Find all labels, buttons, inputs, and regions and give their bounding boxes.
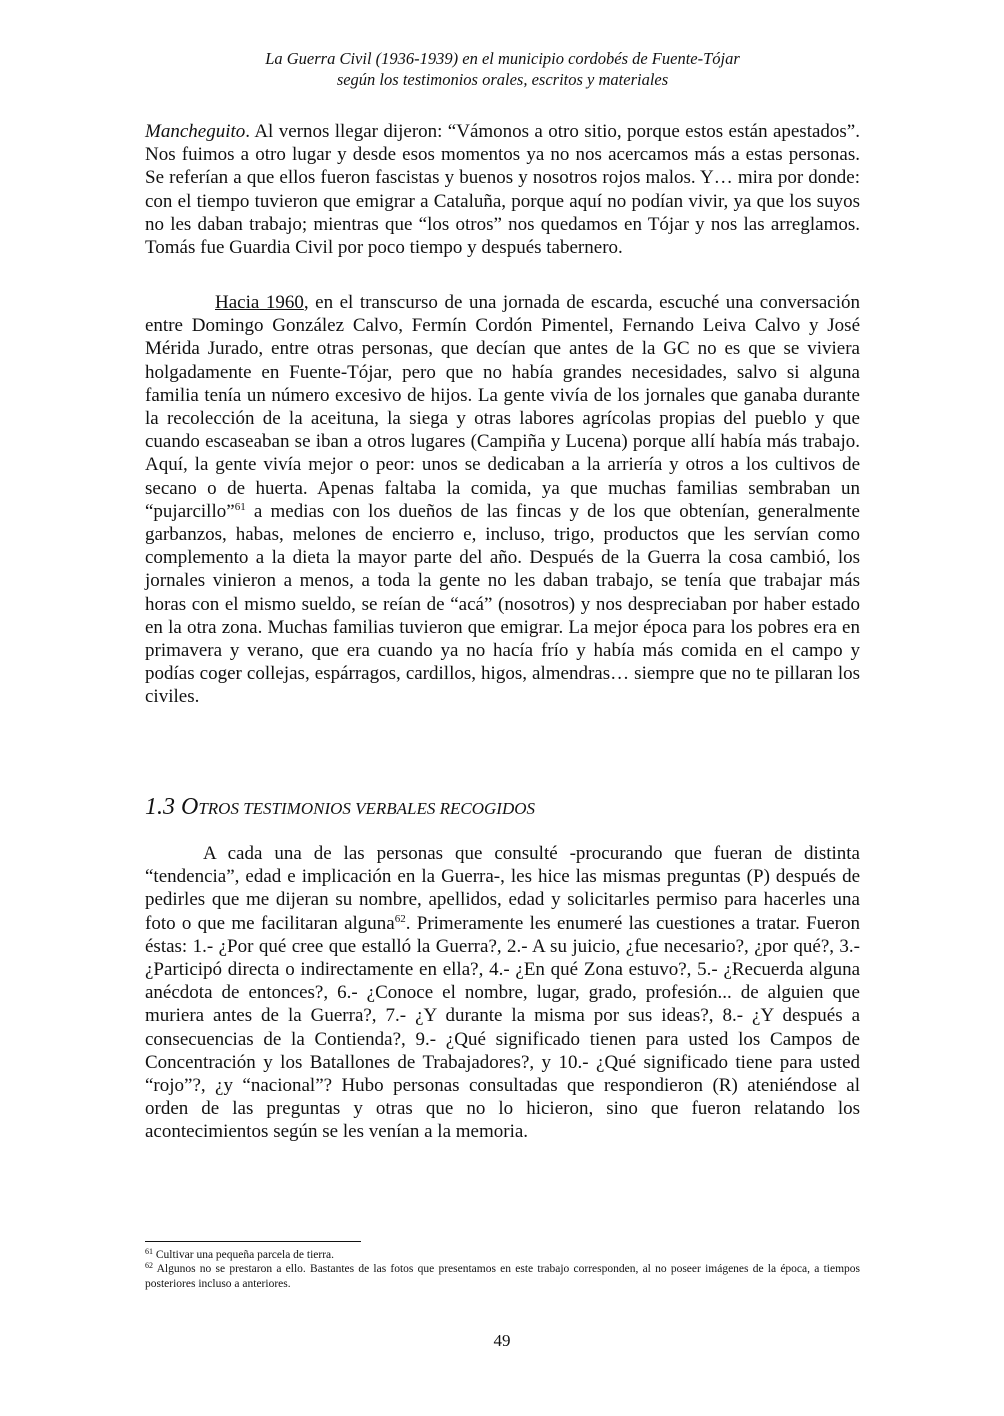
paragraph-3	[145, 842, 860, 1144]
section-heading	[145, 792, 535, 824]
section-title-initial: O	[181, 794, 199, 820]
footnote-62	[145, 1262, 860, 1291]
footnote-ref-62: 62	[394, 912, 406, 925]
paragraph-3-text-a: A cada una de las personas que consulté -procurando que fueran de distinta “tendencia”, edad e implicación en la Guerra-, les hice las mismas preguntas (P) después de pedirles que me dijeran su nombre, apellidos, edad y solicitarles permiso para hacerles una foto o que me facilitaran alguna	[145, 843, 860, 934]
page-number: 49	[493, 1331, 511, 1350]
footnote-separator	[145, 1241, 361, 1242]
section-number: 1.3	[145, 794, 181, 820]
paragraph-2	[145, 291, 860, 709]
paragraph-1	[145, 120, 860, 259]
paragraph-1-text: . Al vernos llegar dijeron: “Vámonos a otro sitio, porque estos están apestados”. Nos fuimos a otro lugar y desde esos momentos ya no nos acercamos más a estas personas. Se referían a que ellos fueron fascistas y buenos y nosotros rojos malos. Y… mira por donde: con el tiempo tuvieron que emigrar a Cataluña, porque aquí no podían vivir, ya que los suyos no les daban trabajo; mientras que “los otros” nos quedamos en Tójar y nos las arreglamos. Tomás fue Guardia Civil por poco tiempo y después tabernero.	[145, 121, 860, 259]
footnotes	[145, 1248, 860, 1291]
running-header-line-2: según los testimonios orales, escritos y materiales	[336, 70, 669, 89]
running-header	[145, 48, 860, 90]
footnote-62-number: 62	[145, 1261, 153, 1271]
paragraph-1-italic-name: Mancheguito	[145, 121, 246, 142]
section-title-rest: TROS TESTIMONIOS VERBALES RECOGIDOS	[198, 799, 536, 818]
paragraph-2-underlined-date: Hacia 1960	[215, 292, 304, 313]
paragraph-2-text-b: a medias con los dueños de las fincas y de los que obtenían, generalmente garbanzos, habas, melones de encierro e, incluso, trigo, productos que les servían como complemento a la dieta la mayor parte del año. Después de la Guerra la cosa cambió, los jornales vinieron a menos, a toda la gente no les daban trabajo, se tenía que trabajar más horas con el mismo sueldo, se reían de “acá” (nosotros) y nos despreciaban por haber estado en la otra zona. Muchas familias tuvieron que emigrar. La mejor época para los pobres era en primavera y verano, que era cuando ya no hacía frío y había más comida en el campo y podías coger collejas, espárragos, cardillos, higos, almendras… siempre que no te pillaran los civiles.	[145, 500, 860, 708]
footnote-61	[145, 1248, 860, 1262]
footnote-62-text: Algunos no se prestaron a ello. Bastantes de las fotos que presentamos en este trabajo corresponden, al no poseer imágenes de la época, a tiempos posteriores incluso a anteriores.	[145, 1263, 860, 1290]
footnote-ref-61: 61	[234, 500, 246, 513]
paragraph-3-text-b: . Primeramente les enumeré las cuestiones a tratar. Fueron éstas: 1.- ¿Por qué cree que estalló la Guerra?, 2.- A su juicio, ¿fue necesario?, ¿por qué?, 3.- ¿Participó directa o indirectamente en ella?, 4.- ¿En qué Zona estuvo?, 5.- ¿Recuerda alguna anécdota de entonces?, 6.- ¿Conoce el nombre, lugar, grado, profesión... de alguien que muriera antes de la Guerra?, 7.- ¿Y durante la misma por sus ideas?, 8.- ¿Y después a consecuencias de la Contienda?, 9.- ¿Qué significado tienen para usted los Campos de Concentración y los Batallones de Trabajadores?, y 10.- ¿Qué significado tiene para usted “rojo”?, ¿y “nacional”? Hubo personas consultadas que respondieron (R) ateniéndose al orden de las preguntas y otras que no lo hicieron, sino que fueron relatando los acontecimientos según se les venían a la memoria.	[145, 912, 860, 1143]
footnote-61-text: Cultivar una pequeña parcela de tierra.	[153, 1249, 335, 1261]
footnote-61-number: 61	[145, 1247, 153, 1256]
running-header-line-1: La Guerra Civil (1936-1939) en el municipio cordobés de Fuente-Tójar	[265, 49, 740, 68]
paragraph-2-text-a: , en el transcurso de una jornada de escarda, escuché una conversación entre Domingo González Calvo, Fermín Cordón Pimentel, Fernando Leiva Calvo y José Mérida Jurado, entre otras personas, que decían que antes de la GC no es que se viviera holgadamente en Fuente-Tójar, pero que no había grandes necesidades, salvo si alguna familia tenía un número excesivo de hijos. La gente vivía de los jornales que ganaba durante la recolección de la aceituna, la siega y otras labores agrícolas propias del pueblo y que cuando escaseaban se iban a otros lugares (Campiña y Lucena) porque allí había más trabajo. Aquí, la gente vivía mejor o peor: unos se dedicaban a la arriería y otros a los cultivos de secano o de huerta. Apenas faltaba la comida, ya que muchas familias sembraban un “pujarcillo”	[145, 292, 860, 522]
